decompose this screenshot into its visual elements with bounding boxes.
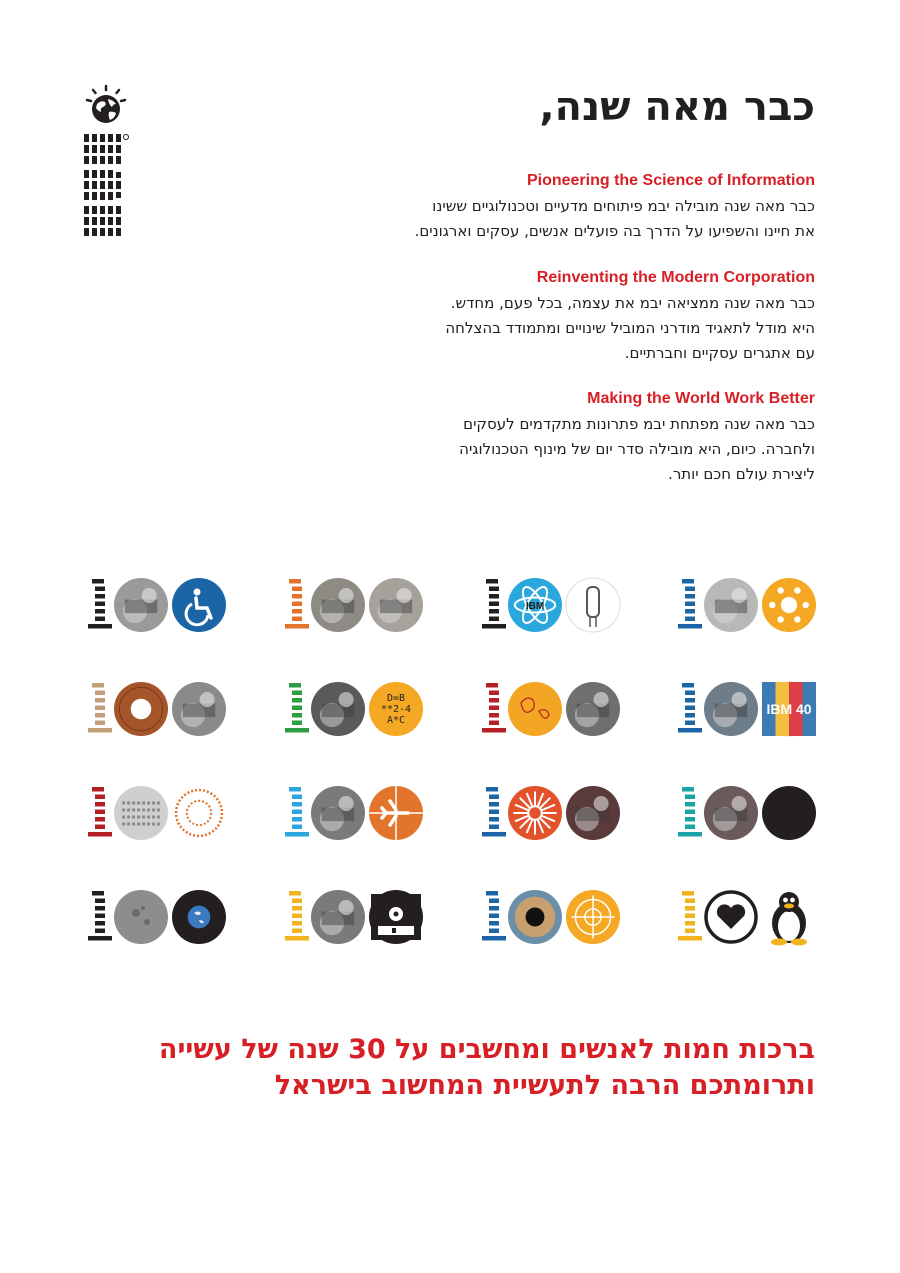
first-zero-photo-icon [311, 682, 365, 736]
icons-of-progress-grid [88, 574, 818, 949]
centennial-icon-tile [482, 782, 622, 844]
first-zero-photo-icon [311, 786, 365, 840]
digit-one-stripes [88, 579, 112, 629]
second-zero-fractal-icon [762, 786, 816, 840]
centennial-icon-tile [678, 782, 818, 844]
digit-one-stripes [88, 787, 112, 837]
second-zero-photo-icon [172, 682, 226, 736]
hundred-graphic [482, 678, 622, 740]
second-zero-plane-icon [369, 786, 423, 840]
second-zero-vacuum-tube-icon [566, 578, 620, 632]
tile-label: A*C [386, 715, 406, 726]
section-line: היא מודל לתאגיד מודרני המוביל שינויים ומתמודד בהצלחה [445, 319, 815, 337]
centennial-icon-tile [678, 678, 818, 740]
digit-one-stripes [678, 683, 702, 733]
centennial-icon-tile [482, 886, 622, 948]
centennial-icon-tile [285, 678, 425, 740]
first-zero-photo-icon [114, 578, 168, 632]
first-zero-photo-icon [704, 682, 758, 736]
ibm-wordmark [82, 134, 130, 238]
headline: כבר מאה שנה, [539, 84, 815, 130]
tile-label: IBM 40 [766, 701, 812, 717]
digit-one-stripes [482, 683, 506, 733]
footer-greeting [159, 1032, 815, 1104]
section-body [375, 194, 815, 244]
centennial-icon-tile [678, 886, 818, 948]
second-zero-wheelchair-icon [172, 578, 226, 632]
second-zero-text-icon [369, 682, 423, 736]
digit-one-stripes [285, 787, 309, 837]
first-zero-disk-icon [114, 682, 168, 736]
hundred-graphic [678, 678, 818, 740]
section-body [375, 412, 815, 487]
digit-one-stripes [482, 579, 506, 629]
section-line: כבר מאה שנה מפתחת יבמ פתרונות מתקדמים לעסקים [463, 415, 815, 433]
second-zero-reel-icon [762, 578, 816, 632]
second-zero-penguin-icon [762, 890, 816, 946]
digit-one-stripes [482, 787, 506, 837]
section-line: ליצירת עולם חכם יותר. [668, 465, 815, 483]
footer-line: ותרומתכם הרבה לתעשיית המחשוב בישראל [274, 1070, 815, 1101]
section-title: Reinventing the Modern Corporation [536, 269, 815, 286]
first-zero-heart-icon [704, 890, 758, 944]
section-line: עם אתגרים עסקיים וחברתיים. [624, 344, 815, 362]
centennial-icon-tile [88, 782, 228, 844]
second-zero-target-icon [566, 890, 620, 944]
hundred-graphic [285, 574, 425, 636]
section-title: Making the World Work Better [587, 390, 815, 407]
first-zero-moon-icon [114, 890, 168, 944]
digit-one-stripes [88, 683, 112, 733]
first-zero-photo-icon [704, 578, 758, 632]
digit-one-stripes [678, 891, 702, 941]
hundred-graphic [482, 782, 622, 844]
hundred-graphic [285, 782, 425, 844]
hundred-graphic [88, 886, 228, 948]
digit-one-stripes [482, 891, 506, 941]
section-reinventing [375, 269, 815, 366]
digit-one-stripes [285, 579, 309, 629]
digit-one-stripes [88, 891, 112, 941]
section-line: את חיינו והשפיעו על הדרך בה פועלים אנשים, עסקים וארגונים. [414, 222, 815, 240]
section-title: Pioneering the Science of Information [526, 172, 815, 189]
tile-label: **2-4 [380, 704, 412, 715]
footer-line: ברכות חמות לאנשים ומחשבים על 30 שנה של עשייה [158, 1034, 815, 1065]
hundred-graphic [88, 678, 228, 740]
section-body [375, 291, 815, 366]
centennial-icon-tile [482, 678, 622, 740]
digit-one-stripes [285, 683, 309, 733]
second-zero-letters-icon [172, 786, 226, 840]
second-zero-earth-icon [172, 890, 226, 944]
section-line: כבר מאה שנה מובילה יבמ פיתוחים מדעיים וטכנולוגיים ששינו [432, 197, 815, 215]
first-zero-map-icon [508, 682, 562, 736]
tile-label: D=B [386, 693, 406, 704]
centennial-icon-tile [285, 886, 425, 948]
hundred-graphic [285, 886, 425, 948]
hundred-graphic [482, 886, 622, 948]
second-zero-photo-icon [566, 682, 620, 736]
second-zero-floppy-icon [369, 890, 423, 944]
section-pioneering [375, 172, 815, 244]
hundred-graphic [482, 574, 622, 636]
globe-icon [82, 84, 130, 128]
hundred-graphic [88, 782, 228, 844]
centennial-icon-tile [88, 574, 228, 636]
centennial-icon-tile [482, 574, 622, 636]
first-zero-eye-icon [508, 890, 562, 944]
first-zero-compass-icon [508, 786, 562, 840]
first-zero-typeball-icon [114, 786, 168, 840]
first-zero-atom-icon [508, 578, 562, 632]
tile-label: IBM [525, 601, 545, 612]
second-zero-photo-icon [566, 786, 620, 840]
centennial-icon-tile [285, 574, 425, 636]
centennial-icon-tile [285, 782, 425, 844]
first-zero-photo-icon [311, 578, 365, 632]
second-zero-ibm40-icon [762, 682, 816, 736]
hundred-graphic [678, 886, 818, 948]
section-line: ולחברה. כיום, היא מובילה סדר יום של מינוף הטכנולוגיה [459, 440, 815, 458]
centennial-icon-tile [88, 886, 228, 948]
hundred-graphic [285, 678, 425, 740]
hundred-graphic [678, 574, 818, 636]
centennial-icon-tile [678, 574, 818, 636]
first-zero-photo-icon [311, 890, 365, 944]
section-making-world [375, 390, 815, 487]
section-line: כבר מאה שנה ממציאה יבמ את עצמה, בכל פעם, מחדש. [450, 294, 815, 312]
digit-one-stripes [285, 891, 309, 941]
ibm-logo [82, 84, 130, 234]
centennial-icon-tile [88, 678, 228, 740]
second-zero-photo-icon [369, 578, 423, 632]
hundred-graphic [88, 574, 228, 636]
first-zero-photo-icon [704, 786, 758, 840]
digit-one-stripes [678, 787, 702, 837]
hundred-graphic [678, 782, 818, 844]
digit-one-stripes [678, 579, 702, 629]
